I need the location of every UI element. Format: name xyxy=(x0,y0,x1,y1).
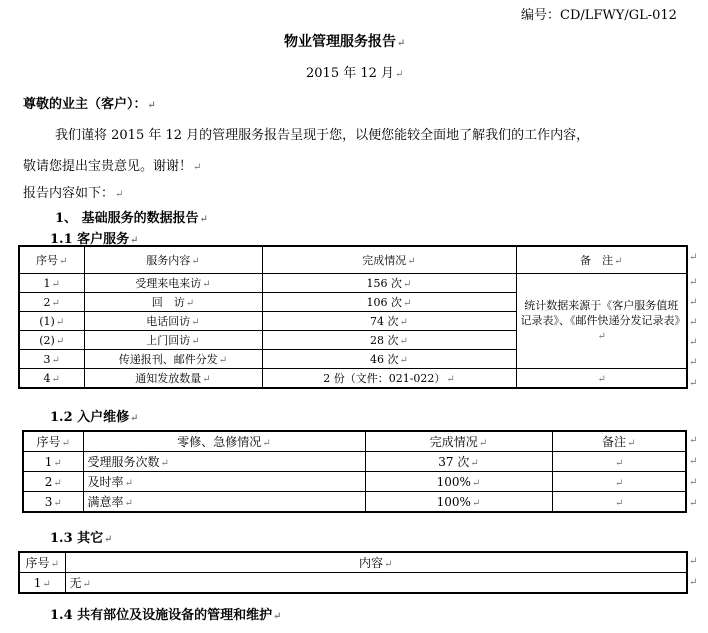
table-row xyxy=(19,573,687,594)
row-end-mark: ↵ xyxy=(689,378,698,389)
row-end-mark: ↵ xyxy=(689,252,698,263)
completion-status: 156 次↵ xyxy=(262,274,516,293)
row-end-mark: ↵ xyxy=(689,556,698,567)
data-source-note: 统计数据来源于《客户服务值班记录表》、《邮件快递分发记录表》↵ xyxy=(516,274,687,369)
intro-line-1: 我们谨将 2015 年 12 月的管理服务报告呈现于您，以便您能较全面地了解我们的工作内容， xyxy=(55,128,590,143)
header-cell: 序号↵ xyxy=(23,431,83,452)
paragraph-mark: ↵ xyxy=(193,162,202,173)
row-number: 2↵ xyxy=(23,472,83,492)
report-title-text: 物业管理服务报告 xyxy=(284,34,396,50)
row-number: 2↵ xyxy=(19,293,84,312)
completion-status: 2 份（文件：021-022）↵ xyxy=(262,369,516,389)
row-end-mark: ↵ xyxy=(689,435,698,446)
table-row xyxy=(23,472,686,492)
paragraph-mark: ↵ xyxy=(130,413,139,424)
row-number: (1)↵ xyxy=(19,312,84,331)
table-header-row xyxy=(19,246,687,274)
paragraph-mark: ↵ xyxy=(395,69,404,80)
paragraph-mark: ↵ xyxy=(115,189,124,200)
home-repair-table xyxy=(22,430,687,513)
report-intro xyxy=(23,182,123,201)
home-repair-heading xyxy=(50,406,139,425)
repair-item: 及时率↵ xyxy=(83,472,365,492)
row-end-mark: ↵ xyxy=(689,357,698,368)
intro-line-2 xyxy=(23,155,201,174)
doc-number: 编号：CD/LFWY/GL-012 xyxy=(521,8,677,23)
header-cell: 完成情况↵ xyxy=(365,431,552,452)
service-content: 传递报刊、邮件分发↵ xyxy=(84,350,262,369)
repair-item: 满意率↵ xyxy=(83,492,365,513)
header-cell: 备注↵ xyxy=(552,431,686,452)
completion-status: 100%↵ xyxy=(365,472,552,492)
header-cell: 完成情况↵ xyxy=(262,246,516,274)
paragraph-mark: ↵ xyxy=(199,214,208,225)
table-row xyxy=(23,492,686,513)
service-content: 通知发放数量↵ xyxy=(84,369,262,389)
row-end-mark: ↵ xyxy=(689,297,698,308)
row-number: 1↵ xyxy=(19,274,84,293)
table-row xyxy=(23,452,686,472)
table-row xyxy=(19,369,687,389)
home-repair-heading-text: 1.2 入户维修 xyxy=(50,410,130,425)
row-number: 1↵ xyxy=(23,452,83,472)
completion-status: 37 次↵ xyxy=(365,452,552,472)
row-end-mark: ↵ xyxy=(689,317,698,328)
table-header-row xyxy=(23,431,686,452)
header-cell: 序号↵ xyxy=(19,246,84,274)
paragraph-mark: ↵ xyxy=(104,534,113,545)
row-number: 3↵ xyxy=(19,350,84,369)
row-end-mark: ↵ xyxy=(689,337,698,348)
row-end-mark: ↵ xyxy=(689,477,698,488)
remark-cell: ↵ xyxy=(552,472,686,492)
section-1-heading xyxy=(55,207,208,226)
header-cell: 零修、急修情况↵ xyxy=(83,431,365,452)
paragraph-mark: ↵ xyxy=(273,611,282,622)
table-header-row xyxy=(19,552,687,573)
row-number: 4↵ xyxy=(19,369,84,389)
completion-status: 106 次↵ xyxy=(262,293,516,312)
header-cell: 服务内容↵ xyxy=(84,246,262,274)
other-table xyxy=(18,551,688,594)
service-content: 受理来电来访↵ xyxy=(84,274,262,293)
row-number: 3↵ xyxy=(23,492,83,513)
row-end-mark: ↵ xyxy=(689,577,698,588)
row-end-mark: ↵ xyxy=(689,498,698,509)
completion-status: 74 次↵ xyxy=(262,312,516,331)
row-number: 1↵ xyxy=(19,573,65,594)
report-date-text: 2015 年 12 月 xyxy=(306,66,395,81)
report-intro-text: 报告内容如下： xyxy=(23,186,115,201)
customer-service-heading-text: 1.1 客户服务 xyxy=(50,232,130,247)
report-title xyxy=(284,31,405,51)
row-end-mark: ↵ xyxy=(689,277,698,288)
row-number: (2)↵ xyxy=(19,331,84,350)
completion-status: 100%↵ xyxy=(365,492,552,513)
report-date xyxy=(306,62,403,81)
customer-service-table xyxy=(18,245,688,389)
header-cell: 内容↵ xyxy=(65,552,687,573)
remark-cell: ↵ xyxy=(516,369,687,389)
salutation xyxy=(23,93,156,112)
other-heading-text: 1.3 其它 xyxy=(50,531,104,546)
section-1-4-heading-text: 1.4 共有部位及设施设备的管理和维护 xyxy=(50,608,273,623)
paragraph-mark: ↵ xyxy=(147,100,156,111)
completion-status: 46 次↵ xyxy=(262,350,516,369)
table-row xyxy=(19,274,687,293)
header-cell: 备 注↵ xyxy=(516,246,687,274)
section-1-heading-text: 1、 基础服务的数据报告 xyxy=(55,211,199,226)
completion-status: 28 次↵ xyxy=(262,331,516,350)
remark-cell: ↵ xyxy=(552,452,686,472)
other-heading xyxy=(50,527,113,546)
intro-line-2-text: 敬请您提出宝贵意见。谢谢！ xyxy=(23,159,193,174)
paragraph-mark: ↵ xyxy=(130,235,139,246)
section-1-4-heading xyxy=(50,604,282,623)
paragraph-mark: ↵ xyxy=(397,38,406,49)
header-cell: 序号↵ xyxy=(19,552,65,573)
remark-cell: ↵ xyxy=(552,492,686,513)
other-content: 无↵ xyxy=(65,573,687,594)
repair-item: 受理服务次数↵ xyxy=(83,452,365,472)
service-content: 回 访↵ xyxy=(84,293,262,312)
salutation-text: 尊敬的业主（客户）： xyxy=(23,97,147,112)
service-content: 上门回访↵ xyxy=(84,331,262,350)
service-content: 电话回访↵ xyxy=(84,312,262,331)
row-end-mark: ↵ xyxy=(689,456,698,467)
